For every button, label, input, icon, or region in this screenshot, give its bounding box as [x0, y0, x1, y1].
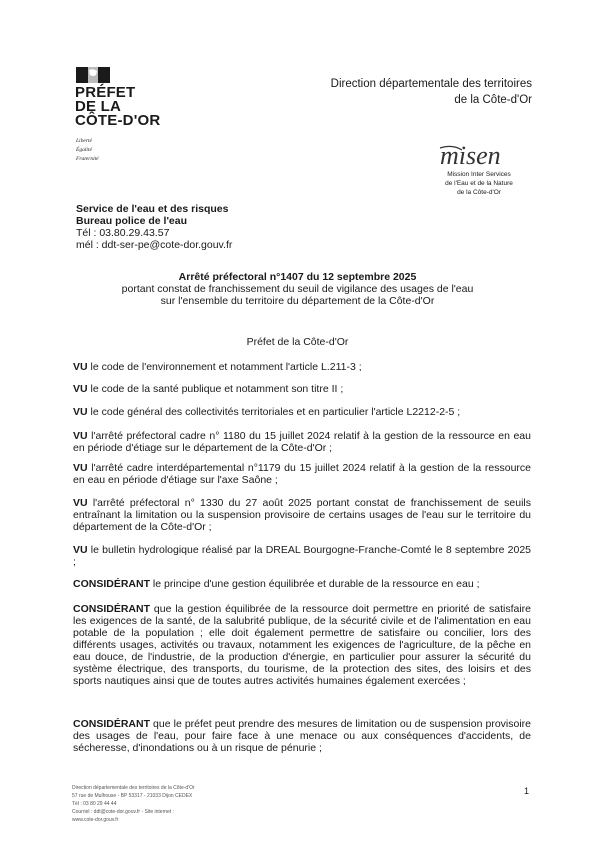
keyword: CONSIDÉRANT [73, 603, 151, 615]
keyword: CONSIDÉRANT [73, 718, 151, 730]
misen-sub-line: de la Côte-d'Or [457, 189, 501, 196]
paragraph-text: l'arrêté préfectoral cadre n° 1180 du 15 juillet 2024 relatif à la gestion de la ressource en eau en période d'étiage sur le département de la Côte-d'Or ; [73, 430, 531, 454]
paragraph-text: que la gestion équilibrée de la ressource doit permettre en priorité de satisfaire les exigences de la santé, de la salubrité publique, de la sécurité civile et de l'alimentation en eau potable de la population ; elle doit également permettre de satisfaire ou concilier, lors des différents usages, activités ou travaux, notamment les exigences de l'agriculture, de la pêche en eau douce, de l'industrie, de la production d'énergie, en particulier pour assurer la sécurité du système électrique, des transports, du tourisme, de la protection des sites, des loisirs et des sports nautiques ainsi que de toutes autres activités humaines également exercées ; [73, 603, 531, 687]
direction-line-1: Direction départementale des territoires [330, 78, 532, 90]
keyword: VU [73, 544, 88, 556]
service-mel: mél : ddt-ser-pe@cote-dor.gouv.fr [76, 239, 233, 251]
footer-line: www.cote-dor.gouv.fr [72, 817, 119, 823]
considerant-paragraph [73, 578, 531, 590]
marianne-logo [76, 67, 110, 83]
page-number: 1 [524, 786, 530, 796]
footer-line: 57 rue de Mulhouse - BP 53317 - 21033 Dijon CEDEX [72, 793, 193, 799]
motto-line: Liberté [76, 138, 92, 144]
misen-logo [432, 142, 532, 172]
service-name: Service de l'eau et des risques [76, 203, 229, 215]
arrete-title-block [60, 271, 535, 307]
republic-motto [76, 137, 99, 164]
vu-paragraph [73, 361, 531, 373]
motto-line: Fraternité [76, 156, 99, 162]
arrete-subtitle-2: sur l'ensemble du territoire du département de la Côte-d'Or [160, 295, 435, 307]
paragraph-text: l'arrêté cadre interdépartemental n°1179 du 15 juillet 2024 relatif à la gestion de la ressource en eau en période d'étiage sur l'axe Saône ; [73, 462, 531, 486]
vu-paragraph [73, 406, 531, 418]
misen-logo-text: misen [440, 142, 501, 170]
service-tel: Tél : 03.80.29.43.57 [76, 227, 170, 239]
keyword: VU [73, 497, 88, 509]
footer-line: Courriel : ddt@cote-dor.gouv.fr - Site internet : [72, 809, 174, 815]
vu-paragraph [73, 430, 531, 454]
prefet-line-3: CÔTE-D'OR [75, 112, 161, 129]
keyword: VU [73, 406, 88, 418]
footer-line: Tél : 03 80 29 44 44 [72, 801, 117, 807]
direction-header [331, 76, 532, 108]
paragraph-text: l'arrêté préfectoral n° 1330 du 27 août 2025 portant constat de franchissement de seuils entraînant la limitation ou la suspension provisoire de certains usages de l'eau sur le territoire du département de la Côte-d'Or ; [73, 497, 531, 533]
misen-sub-line: de l'Eau et de la Nature [445, 180, 513, 187]
footer-line: Direction départementale des territoires de la Côte-d'Or [72, 785, 195, 791]
keyword: CONSIDÉRANT [73, 578, 151, 590]
considerant-paragraph [73, 718, 531, 754]
keyword: VU [73, 383, 88, 395]
arrete-subtitle-1: portant constat de franchissement du seuil de vigilance des usages de l'eau [121, 283, 474, 295]
paragraph-text: que le préfet peut prendre des mesures de limitation ou de suspension provisoire des usages de l'eau, pour faire face à une menace ou aux conséquences d'accidents, de sécheresse, d'inondations ou à un risque de pénurie ; [73, 718, 531, 754]
misen-subtitle [424, 170, 534, 197]
vu-paragraph [73, 383, 531, 395]
paragraph-text: le code général des collectivités territoriales et en particulier l'article L2212-2-5 ; [87, 406, 461, 418]
paragraph-text: le code de la santé publique et notamment son titre II ; [87, 383, 344, 395]
vu-paragraph [73, 497, 531, 533]
direction-line-2: de la Côte-d'Or [454, 94, 532, 106]
prefet-line-2: DE LA [75, 98, 121, 115]
page-footer [72, 784, 195, 824]
paragraph-text: le principe d'une gestion équilibrée et durable de la ressource en eau ; [150, 578, 480, 590]
vu-paragraph [73, 462, 531, 486]
prefet-line-1: PRÉFET [75, 84, 136, 101]
bureau-name: Bureau police de l'eau [76, 215, 188, 227]
considerant-paragraph [73, 603, 531, 687]
vu-paragraph [73, 544, 531, 568]
prefet-heading: Préfet de la Côte-d'Or [246, 336, 349, 348]
prefet-block [75, 86, 160, 128]
keyword: VU [73, 361, 88, 373]
keyword: VU [73, 462, 88, 474]
motto-line: Égalité [76, 147, 92, 153]
paragraph-text: le code de l'environnement et notamment l'article L.211-3 ; [87, 361, 362, 373]
arrete-title: Arrêté préfectoral n°1407 du 12 septembre 2025 [178, 271, 417, 283]
keyword: VU [73, 430, 88, 442]
misen-sub-line: Mission Inter Services [447, 171, 511, 178]
service-block [76, 203, 232, 251]
paragraph-text: le bulletin hydrologique réalisé par la DREAL Bourgogne-Franche-Comté le 8 septembre 2025 ; [73, 544, 531, 568]
